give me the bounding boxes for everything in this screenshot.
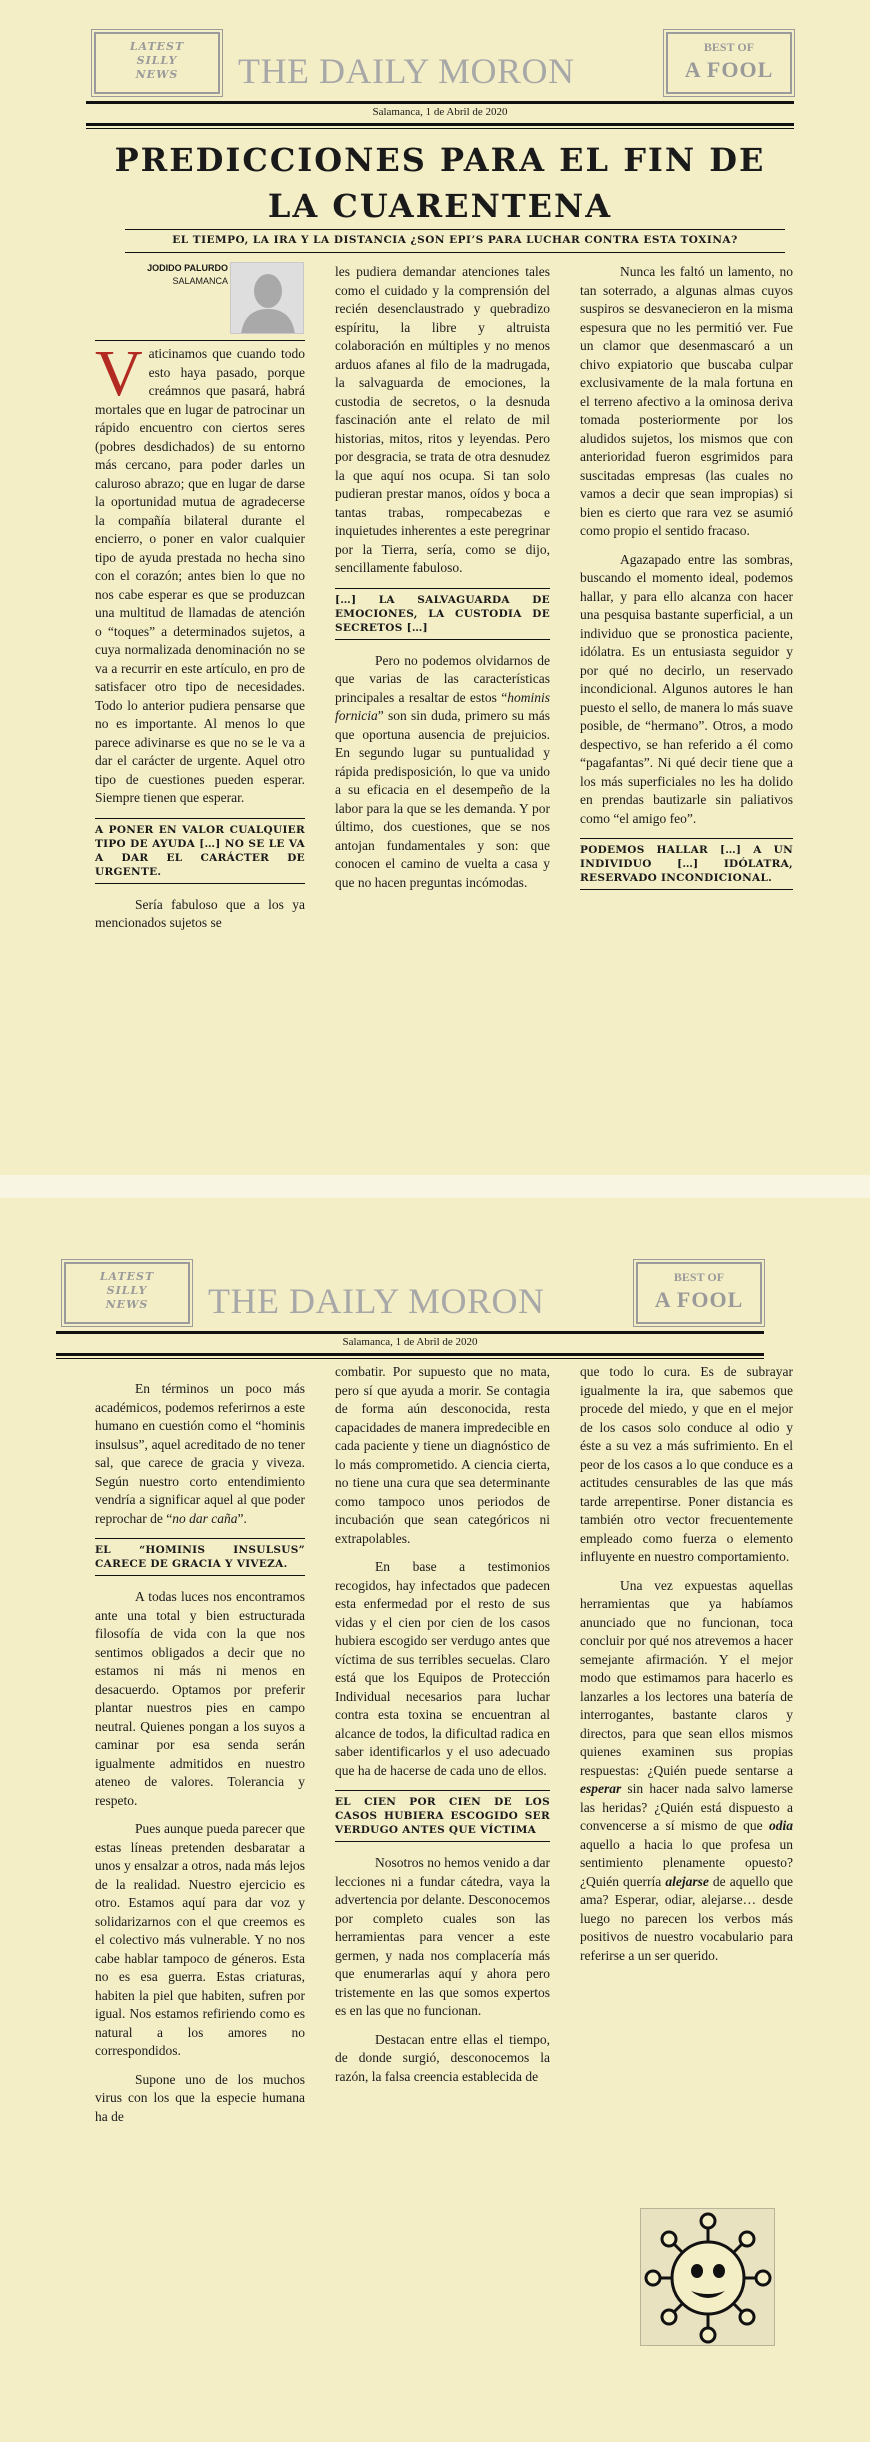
article-paragraph: Sería fabuloso que a los ya mencionados sujetos se	[95, 896, 305, 930]
article-paragraph: Supone uno de los muchos virus con los que la especie humana ha de	[95, 2071, 305, 2124]
dateline-rule-thin	[86, 128, 794, 129]
article-column-3	[580, 263, 793, 902]
article-paragraph: combatir. Por supuesto que no mata, pero sí que ayuda a morir. Se contagia de forma aún desconocida, resta capacidades de manera impredecible en cada paciente y tiene un diagnóstico de lo más comprometido. A ciencia cierta, no tiene una cura que sea determinante como tampoco unos periodos de incubación que sean categóricos ni extrapolables.	[335, 1364, 550, 1546]
article-paragraph	[95, 1380, 305, 1528]
page-title	[95, 137, 785, 229]
badge-line: NEWS	[105, 1298, 149, 1311]
best-of-a-fool-badge	[666, 32, 792, 94]
latest-silly-news-badge	[94, 32, 220, 94]
dateline-rule	[86, 123, 794, 126]
pull-quote: EL “HOMINIS INSULSUS” CARECE DE GRACIA Y VIVEZA.	[95, 1538, 305, 1576]
badge-line: SILLY	[136, 54, 178, 67]
subheadline: EL TIEMPO, LA IRA Y LA DISTANCIA ¿SON EPI’S PARA LUCHAR CONTRA ESTA TOXINA?	[172, 234, 738, 246]
masthead	[0, 28, 870, 108]
badge-top-text: BEST OF	[703, 40, 755, 54]
page-gap	[0, 1175, 870, 1198]
article-paragraph	[580, 1577, 793, 1966]
pull-quote: EL CIEN POR CIEN DE LOS CASOS HUBIERA ESCOGIDO SER VERDUGO ANTES QUE VÍCTIMA	[335, 1790, 550, 1842]
article-paragraph	[335, 652, 550, 893]
paragraph-text: Pero no podemos olvidarnos de que varias de las características principales a resaltar de estos “	[335, 652, 550, 705]
masthead-title: THE DAILY MORON	[238, 51, 575, 91]
article-column-3	[580, 1363, 793, 1975]
paragraph-text: aquello a hacia lo que profesa un sentimiento plenamente opuesto? ¿Quién querría	[580, 1836, 793, 1889]
paragraph-text: sin hacer nada salvo lamerse las heridas? ¿Quién está dispuesto a convencerse a sí mismo de que	[580, 1781, 793, 1833]
author-avatar	[230, 262, 304, 334]
virus-icon	[641, 2209, 776, 2347]
paragraph-text: Una vez expuestas aquellas herramientas que ya habíamos anunciado que no funcionan, toca concluir por qué nos atrevemos a hacer semejante afirmación. Y el mejor modo que estimamos para hacerlo es lanzarles a los lectores una batería de interrogantes, bastante claros y directos, para que sean ellos mismos quienes examinen sus propias respuestas: ¿Quién puede sentarse a	[580, 1577, 793, 1778]
article-column-1	[95, 1380, 305, 2136]
emphasis-text: alejarse	[665, 1873, 709, 1889]
paragraph-text: de aquello que ama? Esperar, odiar, alejarse… desde luego no parecen los verbos más positivos de nuestro vocabulario para referirse a un ser querido.	[580, 1873, 793, 1963]
pull-quote: […] LA SALVAGUARDA DE EMOCIONES, LA CUSTODIA DE SECRETOS […]	[335, 588, 550, 640]
emphasis-text: no dar caña	[172, 1510, 238, 1526]
subhead-rule-bottom	[125, 252, 785, 253]
pull-quote: A PONER EN VALOR CUALQUIER TIPO DE AYUDA […] NO SE LE VA A DAR EL CARÁCTER DE URGENTE.	[95, 818, 305, 884]
newspaper-page-1	[0, 0, 870, 1175]
paragraph-text: ” son sin duda, primero su más que oportuna ausencia de prejuicios. En segundo lugar su puntualidad y rápida predisposición, lo que va unido a su eficacia en el desempeño de la labor para la que se les demanda. Y por último, dos cuestiones, que se nos antojan fundamentales y son: que conocen el camino de vuelta a casa y que no hacen preguntas incómodas.	[335, 708, 550, 890]
article-column-1	[95, 337, 305, 943]
latest-silly-news-badge	[64, 1262, 190, 1324]
article-column-2	[335, 263, 550, 902]
badge-line: NEWS	[135, 68, 179, 81]
article-paragraph: Nunca les faltó un lamento, no tan soterrado, a algunas almas cuyos suspiros se desvanecieron en la misma espesura que no les permitió ver. Fue un clamor que desenmascaró a un chivo expiatorio que buscaba culpar exclusivamente de la mala fortuna en el terreno afectivo a la ominosa deriva tomada posteriormente por los aludidos sujetos, los mismos que con anterioridad fueron esgrimidos para suscitadas empresas (las cuales no vamos a decir que sean impropias) si bien es cierto que rara vez se asumió como propio el sentido fracaso.	[580, 264, 793, 538]
badge-bottom-text: A FOOL	[684, 57, 774, 82]
article-paragraph: Pues aunque pueda parecer que estas líneas pretenden desbaratar a unos y ensalzar a otros, nada más lejos de la realidad. Nuestro ejercicio es otro. Estamos aquí para dar voz y solidarizarnos con el que creemos es el colectivo más vulnerable. Y no nos cabe hablar tampoco de géneros. Esta no es esa guerra. Estas criaturas, habiten la piel que habiten, sufren por igual. Nos estamos refiriendo como es natural a los amores no correspondidos.	[95, 1821, 305, 2058]
badge-line: SILLY	[106, 1284, 148, 1297]
author-city: SALAMANCA	[172, 276, 228, 286]
article-paragraph: Nosotros no hemos venido a dar lecciones ni a fundar cátedra, vaya la advertencia por delante. Desconocemos por completo cuales son las herramientas para vencer a este germen, y nada nos complacería más que enumerarlas aquí y ahora pero tristemente en las que somos expertos es en las que no funcionan.	[335, 1855, 550, 2018]
emphasis-text: hominis fornicia	[335, 689, 550, 723]
badge-line: LATEST	[99, 1270, 155, 1283]
article-column-2	[335, 1363, 550, 2096]
article-paragraph	[95, 337, 305, 808]
article-paragraph: que todo lo cura. Es de subrayar igualmente la ira, que sabemos que procede del miedo, y que en el mejor de los casos solo conduce al odio y éste a su vez a más sufrimiento. En el peor de los casos a lo que conduce es a actitudes censurables de las que más tarde arrepentirse. Poner distancia es también otro vector frecuentemente empleado como fuerza o elemento influyente en nuestro comportamiento.	[580, 1364, 793, 1564]
badge-bottom-text: A FOOL	[654, 1287, 744, 1312]
pull-quote: PODEMOS HALLAR […] A UN INDIVIDUO […] IDÓLATRA, RESERVADO INCONDICIONAL.	[580, 838, 793, 890]
article-paragraph: Agazapado entre las sombras, buscando el momento ideal, podemos hallar, y para ello alcanza con hacer una pesquisa bastante superficial, a un individuo que se pronostica paciente, idólatra. Es un entusiasta seguidor y por qué no decirlo, un reservado incondicional. Algunos autores le han puesto el sello, de manera lo más suave posible, de “hermano”. Otros, a modo despectivo, se han referido a él como “pagafantas”. Ni qué decir tiene que a los más superficiales no les ha dolido en prendas bautizarle sin paliativos como “el amigo feo”.	[580, 551, 793, 826]
virus-illustration	[640, 2208, 775, 2346]
dateline: Salamanca, 1 de Abril de 2020	[342, 1336, 478, 1348]
byline	[128, 262, 228, 288]
article-paragraph: les pudiera demandar atenciones tales como el cuidado y la comprensión del recién desenclaustrado y quebradizo espíritu, la libre y altruista colaboración en múltiples y no menos arduos afanes al filo de la madrugada, la salvaguarda de emociones, la custodia de secretos, o la desnuda fascinación ante el relato de mil historias, mitos, ritos y leyendas. Pero por desgracia, se trata de otra desnudez la que aquí nos ocupa. Si tan solo pudieran prestar manos, oídos y boca a tantas trabas, rompecabezas e inquietudes inherentes a este peregrinar por la Tierra, sería, como se dijo, sencillamente fabuloso.	[335, 264, 550, 575]
badge-top-text: BEST OF	[673, 1270, 725, 1284]
masthead	[0, 1258, 870, 1338]
emphasis-text: odia	[768, 1818, 793, 1833]
paragraph-text: aticinamos que cuando todo esto haya pasado, porque creámnos que pasará, habrá mortales que en lugar de patrocinar un rápido encuentro con ciertos seres (pobres desdichados) de su entorno más cercano, para poder darles un caluroso abrazo; que en lugar de darse la oportunidad mutua de agradecerse la compañía bilateral durante el encierro, o poner en valor cualquier tipo de ayuda prestada no hecha sino con el corazón; antes bien lo que no nos cabe esperar es que se produzcan una multitud de llamadas de atención o “toques” a determinados sujetos, a cuya normalizada denominación no se va a recurrir en este artículo, en pro de satisfacer otro tipo de necesidades. Todo lo anterior pudiera pensarse que no es importante. Al menos lo que parece adivinarse es que no se le va a dar el carácter de urgente. Aquel otro tipo de cuestiones pueden esperar. Siempre tienen que esperar.	[95, 346, 305, 805]
dateline-rule-thin	[56, 1358, 764, 1359]
paragraph-text: En términos un poco más académicos, podemos referirnos a este humano en cuestión como el “hominis insulsus”, aquel acreditado de no tener sal, que carece de gracia y viveza. Según nuestro corto entendimiento vendría a significar aquel al que poder reprochar de “	[95, 1381, 305, 1526]
drop-cap: V	[95, 337, 143, 410]
headline-line: LA CUARENTENA	[267, 187, 613, 225]
article-paragraph: Destacan entre ellas el tiempo, de donde surgió, desconocemos la razón, la falsa creencia establecida de	[335, 2031, 550, 2084]
person-silhouette-icon	[231, 263, 304, 334]
best-of-a-fool-badge	[636, 1262, 762, 1324]
badge-line: LATEST	[129, 40, 185, 53]
article-paragraph: En base a testimonios recogidos, hay infectados que padecen esta enfermedad por el resto de sus vidas y el cien por cien de los casos hubiera escogido ser verdugo antes que víctima de sus terribles secuelas. Claro está que los Equipos de Protección Individual necesarios para luchar contra esta toxina se encuentran al alcance de todos, la dificultad radica en saber identificarlos y el uso adecuado que ha de hacerse de cada uno de ellos.	[335, 1559, 550, 1778]
dateline: Salamanca, 1 de Abril de 2020	[372, 106, 508, 118]
author-name: JODIDO PALURDO	[147, 263, 228, 273]
article-paragraph: A todas luces nos encontramos ante una total y bien estructurada filosofía de vida con la que nos sentimos obligados a decir que no estamos ni más ni menos en desacuerdo. Optamos por preferir plantar nuestros pies en campo neutral. Quienes pongan a los suyos a caminar por esa senda serán igualmente admitidos en nuestro ateneo de valores. Tolerancia y respeto.	[95, 1589, 305, 1808]
dateline-rule	[56, 1353, 764, 1356]
emphasis-text: esperar	[580, 1781, 622, 1796]
headline-line: PREDICCIONES PARA EL FIN DE	[114, 141, 766, 179]
subhead-rule-top	[125, 229, 785, 230]
paragraph-text: ”.	[237, 1510, 247, 1526]
masthead-title: THE DAILY MORON	[208, 1281, 545, 1321]
masthead-rule	[56, 1331, 764, 1334]
masthead-rule	[86, 101, 794, 104]
